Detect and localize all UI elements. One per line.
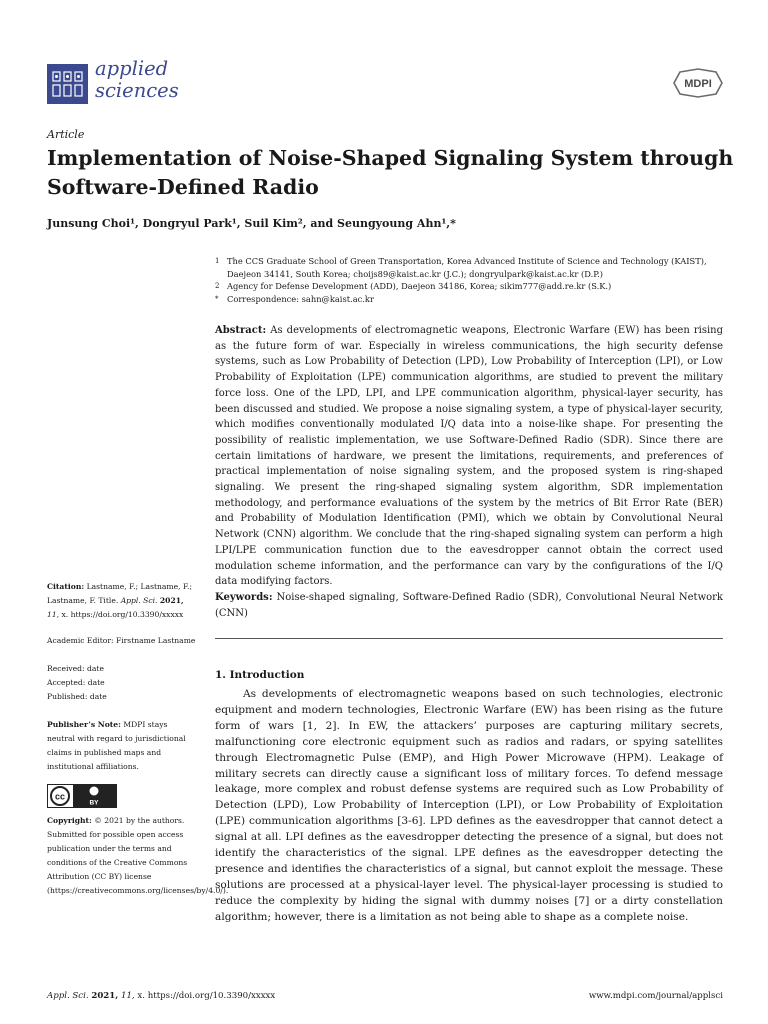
- journal-logo-icon: [47, 64, 88, 104]
- mdpi-logo-icon: [672, 68, 724, 98]
- citation: [47, 580, 197, 622]
- keywords-text: Noise-shaped signaling, Software-Defined Radio (SDR), Convolutional Neural Network (CNN): [215, 592, 723, 619]
- publisher-note: [47, 718, 197, 774]
- author-list: Junsung Choi¹, Dongryul Park¹, Suil Kim², and Seungyoung Ahn¹,*: [47, 217, 456, 230]
- section-divider: [215, 638, 723, 639]
- footer-doi[interactable]: x. https://doi.org/10.3390/xxxxx: [137, 991, 276, 1001]
- citation-label: Citation:: [47, 582, 85, 591]
- journal-name-line1: applied: [95, 57, 169, 80]
- sidebar: [47, 580, 229, 898]
- intro-paragraph: As developments of electromagnetic weapons based on such technologies, electronic equipment and modern technologies, Electronic Warfare (EW) has been rising as the future form of wars [1, 2]. In EW, the attackers’ purposes are capturing military secrets, malfunctioning core electronic equipment such as radios and radars, or spying satellites through Electromagnetic Pulse (EMP), and High Power Microwave (HPM). Leakage of military secrets can directly cause a significant loss of military forces. To defend message leakage, more complex and robust defense systems are required such as Low Probability of Detection (LPD), Low Probability of Interception (LPI), or Low Probability of Exploitation (LPE) communication algorithms [3-6]. LPD defines as the eavesdropper that cannot detect a signal at all. LPI defines as the eavesdropper detecting the presence of a signal, but does not identify the characteristics of the signal. LPE defines as the eavesdropper detecting the presence and identifies the characteristics of a signal, but cannot exploit the message. These solutions are processed at a physical-layer level. The physical-layer processing is studied to reduce the complexity by hiding the signal with dummy noises [7] or a dirty constellation algorithm; however, there is a limitation as not being able to shape as a complete noise.: [215, 688, 723, 923]
- affiliation-item: [215, 255, 725, 280]
- article-type: Article: [47, 128, 85, 141]
- accepted-date: Accepted: date: [47, 678, 105, 687]
- footer-journal: Appl. Sci.: [47, 991, 89, 1001]
- affiliation-text: Agency for Defense Development (ADD), Daejeon 34186, Korea; sikim777@add.re.kr (S.K.): [227, 281, 612, 291]
- journal-name-line2: sciences: [95, 79, 179, 102]
- affiliation-text: Correspondence: sahn@kaist.ac.kr: [227, 293, 374, 304]
- footer-journal-url[interactable]: www.mdpi.com/journal/applsci: [588, 991, 723, 1001]
- published-date: Published: date: [47, 692, 107, 701]
- citation-volume: 11,: [47, 610, 60, 619]
- publisher-note-label: Publisher’s Note:: [47, 720, 121, 729]
- copyright-label: Copyright:: [47, 816, 92, 825]
- affiliation-mark: *: [215, 294, 219, 303]
- affiliations: [215, 255, 725, 305]
- cc-by-license-icon[interactable]: [47, 784, 117, 808]
- cc-badge-text: BY: [89, 799, 99, 807]
- journal-name: [95, 58, 179, 102]
- abstract-text: As developments of electromagnetic weapons, Electronic Warfare (EW) has been rising as the future form of war. Especially in wireless communications, the high security defense systems, such as Low Probability of Detection (LPD), Low Probability of Interception (LPI), or Low Probability of Exploitation (LPE) communication algorithms, are studied to prevent the military force loss. One of the LPD, LPI, and LPE communication algorithm, physical-layer security, has been discussed and studied. We propose a noise signaling system, a type of physical-layer security, which modifies conventionally modulated I/Q data into a noise-like shape. For presenting the possibility of realistic implementation, we use Software-Defined Radio (SDR). Since there are certain limitations of hardware, we present the limitations, requirements, and preferences of practical implementation of noise signaling system, and the proposed system is ring-shaped signaling. We present the ring-shaped signaling system algorithm, SDR implementation methodology, and performance evaluations of the system by the metrics of Bit Error Rate (BER) and Probability of Modulation Identification (PMI), which we obtain by Convolutional Neural Network (CNN) algorithm. We conclude that the ring-shaped signaling system can perform a high LPI/LPE communication function due to the eavesdropper cannot obtain the correct used modulation scheme information, and the performance can vary by the configurations of the I/Q data modifying factors.: [215, 325, 723, 588]
- affiliation-text: The CCS Graduate School of Green Transportation, Korea Advanced Institute of Science and Technology (KAIST), Daejeon 34141, South Korea; choijs89@kaist.ac.kr (J.C.); dongryulpark@kaist.ac.kr (D.P.): [227, 256, 707, 279]
- copyright: [47, 814, 229, 898]
- affiliation-mark: 2: [215, 282, 220, 290]
- keywords-label: Keywords:: [215, 592, 273, 603]
- affiliation-item: [215, 293, 725, 306]
- publisher-name: MDPI: [684, 78, 712, 90]
- copyright-text: © 2021 by the authors. Submitted for possible open access publication under the terms and conditions of the Creative Commons Attribution (CC BY) license (https://creativecommons.org/licenses/by/4.0/).: [47, 816, 229, 895]
- citation-doi[interactable]: x. https://doi.org/10.3390/xxxxx: [61, 610, 184, 619]
- publisher-note-text: MDPI stays neutral with regard to jurisdictional claims in published maps and institutional affiliations.: [47, 720, 186, 771]
- affiliation-item: [215, 280, 725, 293]
- citation-year: 2021,: [159, 596, 184, 605]
- abstract: [215, 323, 723, 590]
- footer-citation: [47, 991, 275, 1001]
- affiliation-mark: 1: [215, 257, 220, 265]
- svg-text:cc: cc: [54, 791, 66, 802]
- footer-year: 2021,: [91, 991, 119, 1001]
- citation-journal: Appl. Sci.: [120, 596, 158, 605]
- abstract-label: Abstract:: [215, 325, 267, 336]
- citation-text: Lastname, F.; Lastname, F.; Lastname, F. Title.: [47, 582, 193, 605]
- footer-volume: 11,: [121, 991, 135, 1001]
- academic-editor: Academic Editor: Firstname Lastname: [47, 636, 196, 645]
- keywords: [215, 590, 723, 621]
- section-heading: 1. Introduction: [215, 669, 305, 681]
- paper-title: Implementation of Noise-Shaped Signaling System through Software-Defined Radio: [47, 146, 734, 199]
- received-date: Received: date: [47, 664, 104, 673]
